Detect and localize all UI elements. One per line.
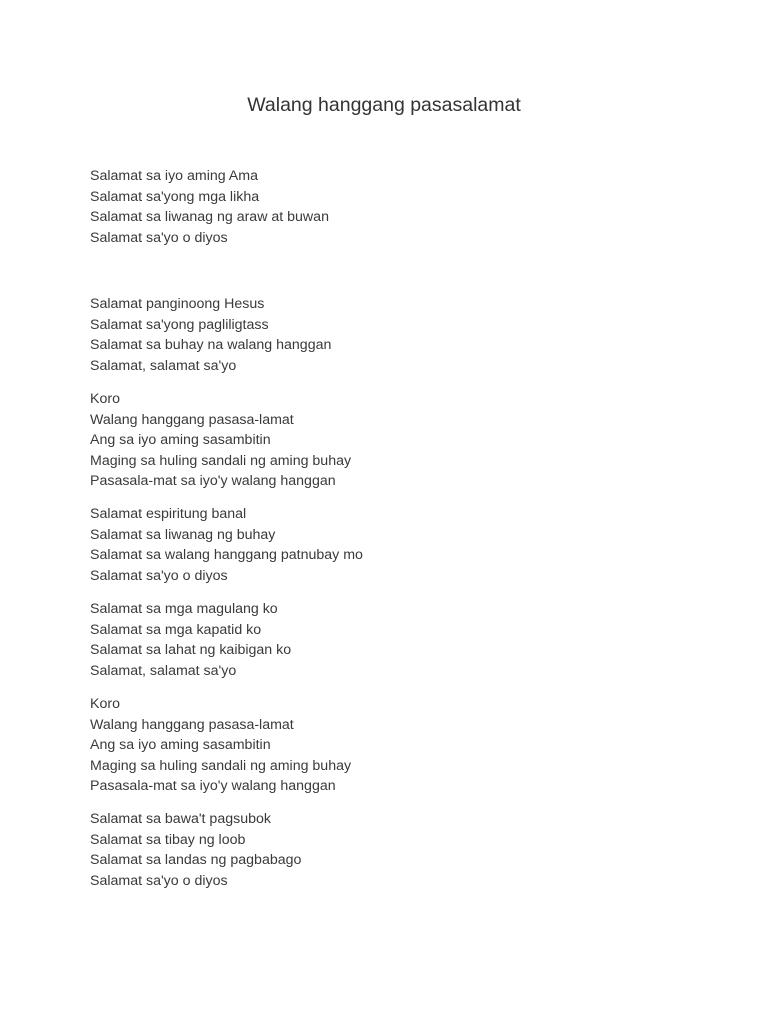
page-title: Walang hanggang pasasalamat	[247, 94, 521, 116]
lyric-line: Maging sa huling sandali ng aming buhay	[90, 757, 352, 774]
lyric-line: Salamat sa walang hanggang patnubay mo	[90, 547, 363, 564]
stanza-2	[90, 294, 331, 376]
lyric-line: Maging sa huling sandali ng aming buhay	[90, 452, 352, 469]
lyric-line: Salamat sa lahat ng kaibigan ko	[90, 642, 292, 659]
lyric-line: Salamat sa iyo aming Ama	[90, 168, 258, 184]
stanza-5	[90, 809, 301, 891]
lyric-line: Salamat sa'yo o diyos	[90, 872, 228, 889]
stanza-4	[90, 599, 291, 681]
lyric-line: Salamat sa buhay na walang hanggan	[90, 337, 332, 354]
lyric-line: Salamat sa tibay ng loob	[90, 831, 246, 848]
lyric-line: Salamat sa mga magulang ko	[90, 601, 278, 617]
lyric-line: Salamat sa bawa't pagsubok	[90, 811, 271, 827]
lyric-line: Salamat sa'yo o diyos	[90, 229, 228, 246]
lyric-line: Ang sa iyo aming sasambitin	[90, 737, 271, 754]
lyric-line: Salamat sa liwanag ng araw at buwan	[90, 209, 329, 226]
lyric-line: Ang sa iyo aming sasambitin	[90, 432, 271, 449]
chorus-label: Koro	[90, 696, 120, 712]
chorus-2	[90, 694, 351, 797]
lyric-line: Salamat sa mga kapatid ko	[90, 621, 262, 638]
lyric-line: Pasasala-mat sa iyo'y walang hanggan	[90, 473, 336, 490]
lyric-line: Salamat sa landas ng pagbabago	[90, 852, 302, 869]
lyric-line: Salamat espiritung banal	[90, 506, 247, 522]
stanza-3	[90, 504, 363, 586]
chorus-1	[90, 389, 351, 492]
lyric-line: Salamat panginoong Hesus	[90, 296, 265, 312]
lyric-line: Pasasala-mat sa iyo'y walang hanggan	[90, 778, 336, 795]
chorus-label: Koro	[90, 391, 120, 407]
lyric-line: Salamat sa'yong pagliligtass	[90, 316, 269, 333]
lyric-line: Salamat, salamat sa'yo	[90, 357, 237, 374]
lyric-line: Salamat sa'yong mga likha	[90, 188, 260, 205]
lyric-line: Salamat sa liwanag ng buhay	[90, 526, 276, 543]
lyric-line: Walang hanggang pasasa-lamat	[90, 411, 294, 428]
lyric-line: Walang hanggang pasasa-lamat	[90, 716, 294, 733]
lyric-line: Salamat, salamat sa'yo	[90, 662, 237, 679]
lyric-line: Salamat sa'yo o diyos	[90, 567, 228, 584]
stanza-1	[90, 166, 329, 248]
